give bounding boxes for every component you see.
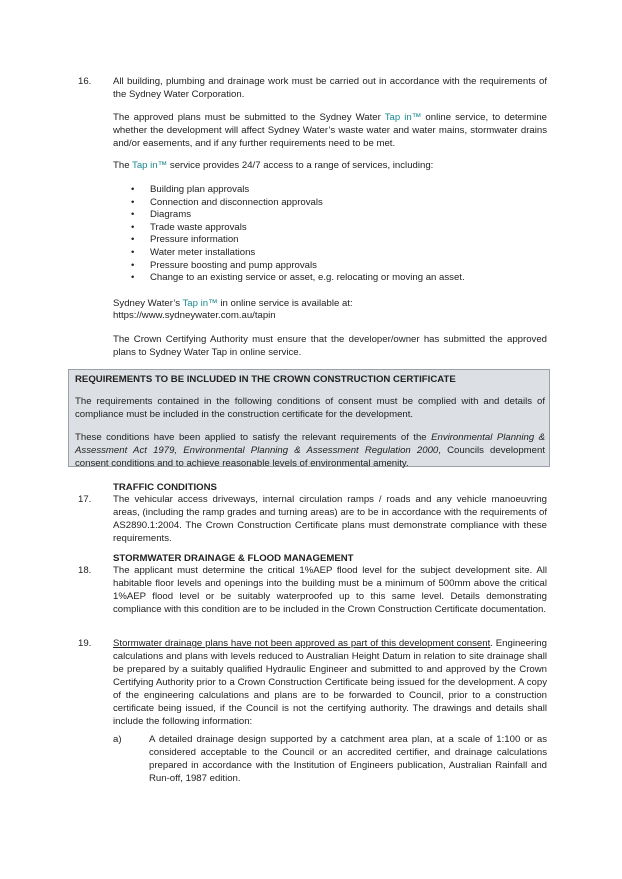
- condition-number-18: 18.: [78, 565, 92, 576]
- condition-16-availability: Sydney Water’s Tap in™ in online service is available at:: [113, 298, 353, 309]
- condition-number-16: 16.: [78, 76, 92, 87]
- list-item: • Pressure information: [130, 234, 465, 247]
- condition-16-submission: The approved plans must be submitted to the Sydney Water Tap in™ online service, to determine whether the development will affect Sydney Water’s waste water and water mains, stormwater drains and/or easements, and if any further requirements need to be met.: [113, 112, 547, 149]
- condition-17-text: The vehicular access driveways, internal circulation ramps / roads and any vehicle manoeuvring areas, (including the ramp grades and turning areas) are to be in accordance with the requirements of AS2890.1:2004. The Crown Construction Certificate plans must demonstrate compliance with these requirements.: [113, 494, 547, 544]
- requirements-box-title: REQUIREMENTS TO BE INCLUDED IN THE CROWN CONSTRUCTION CERTIFICATE: [75, 374, 456, 385]
- services-list: [130, 184, 465, 285]
- tap-in-link[interactable]: Tap in™: [384, 112, 422, 123]
- list-item: • Building plan approvals: [130, 184, 465, 197]
- sub-item-a-label: a): [113, 734, 122, 745]
- requirements-box: [68, 369, 550, 467]
- condition-19-text: Stormwater drainage plans have not been approved as part of this development consent. Engineering calculations and plans with levels reduced to Australian Height Datum in relation to site drainage shall be prepared by a suitably qualified Hydraulic Engineer and submitted to and approved by the Crown Certifying Authority prior to a Crown Construction Certificate being issued for the development. A copy of the engineering calculations and plans are to be forwarded to Council, prior to a construction certificate being issued, if the Council is not the certifying authority. The drawings and details shall include the following information:: [113, 638, 547, 727]
- condition-16-services: The Tap in™ service provides 24/7 access to a range of services, including:: [113, 160, 434, 171]
- condition-number-19: 19.: [78, 638, 92, 649]
- requirements-box-p2: These conditions have been applied to satisfy the relevant requirements of the Environmental Planning & Assessment Act 1979, Environmental Planning & Assessment Regulation 2000, Councils development consent conditions and to achieve reasonable levels of environmental amenity.: [75, 432, 545, 469]
- tap-in-link[interactable]: Tap in™: [132, 160, 168, 171]
- list-item: • Diagrams: [130, 209, 465, 222]
- list-item: • Pressure boosting and pump approvals: [130, 260, 465, 273]
- stormwater-heading: STORMWATER DRAINAGE & FLOOD MANAGEMENT: [113, 553, 354, 564]
- condition-18-text: The applicant must determine the critical 1%AEP flood level for the subject development site. All habitable floor levels and openings into the building must be a minimum of 500mm above the critical 1%AEP flood level or be suitably waterproofed up to this same level. Details demonstrating compliance with this condition are to be included in the Crown Construction Certificate documentation.: [113, 565, 547, 615]
- requirements-box-p1: The requirements contained in the following conditions of consent must be complied with and details of compliance must be included in the construction certificate for the development.: [75, 396, 545, 420]
- list-item: • Connection and disconnection approvals: [130, 197, 465, 210]
- list-item: • Water meter installations: [130, 247, 465, 260]
- sub-item-a-text: A detailed drainage design supported by a catchment area plan, at a scale of 1:100 or as considered acceptable to the Council or an accredited certifier, and drainage calculations prepared in accordance with the Institution of Engineers publication, Australian Rainfall and Run-off, 1987 edition.: [149, 734, 547, 784]
- traffic-heading: TRAFFIC CONDITIONS: [113, 482, 217, 493]
- condition-16-intro: All building, plumbing and drainage work must be carried out in accordance with the requirements of the Sydney Water Corporation.: [113, 76, 547, 100]
- list-item: • Change to an existing service or asset, e.g. relocating or moving an asset.: [130, 272, 465, 285]
- list-item: • Trade waste approvals: [130, 222, 465, 235]
- tapin-url[interactable]: https://www.sydneywater.com.au/tapin: [113, 310, 276, 321]
- condition-16-crown-check: The Crown Certifying Authority must ensure that the developer/owner has submitted the approved plans to Sydney Water Tap in online service.: [113, 334, 547, 358]
- tap-in-link[interactable]: Tap in™: [182, 298, 218, 309]
- condition-number-17: 17.: [78, 494, 92, 505]
